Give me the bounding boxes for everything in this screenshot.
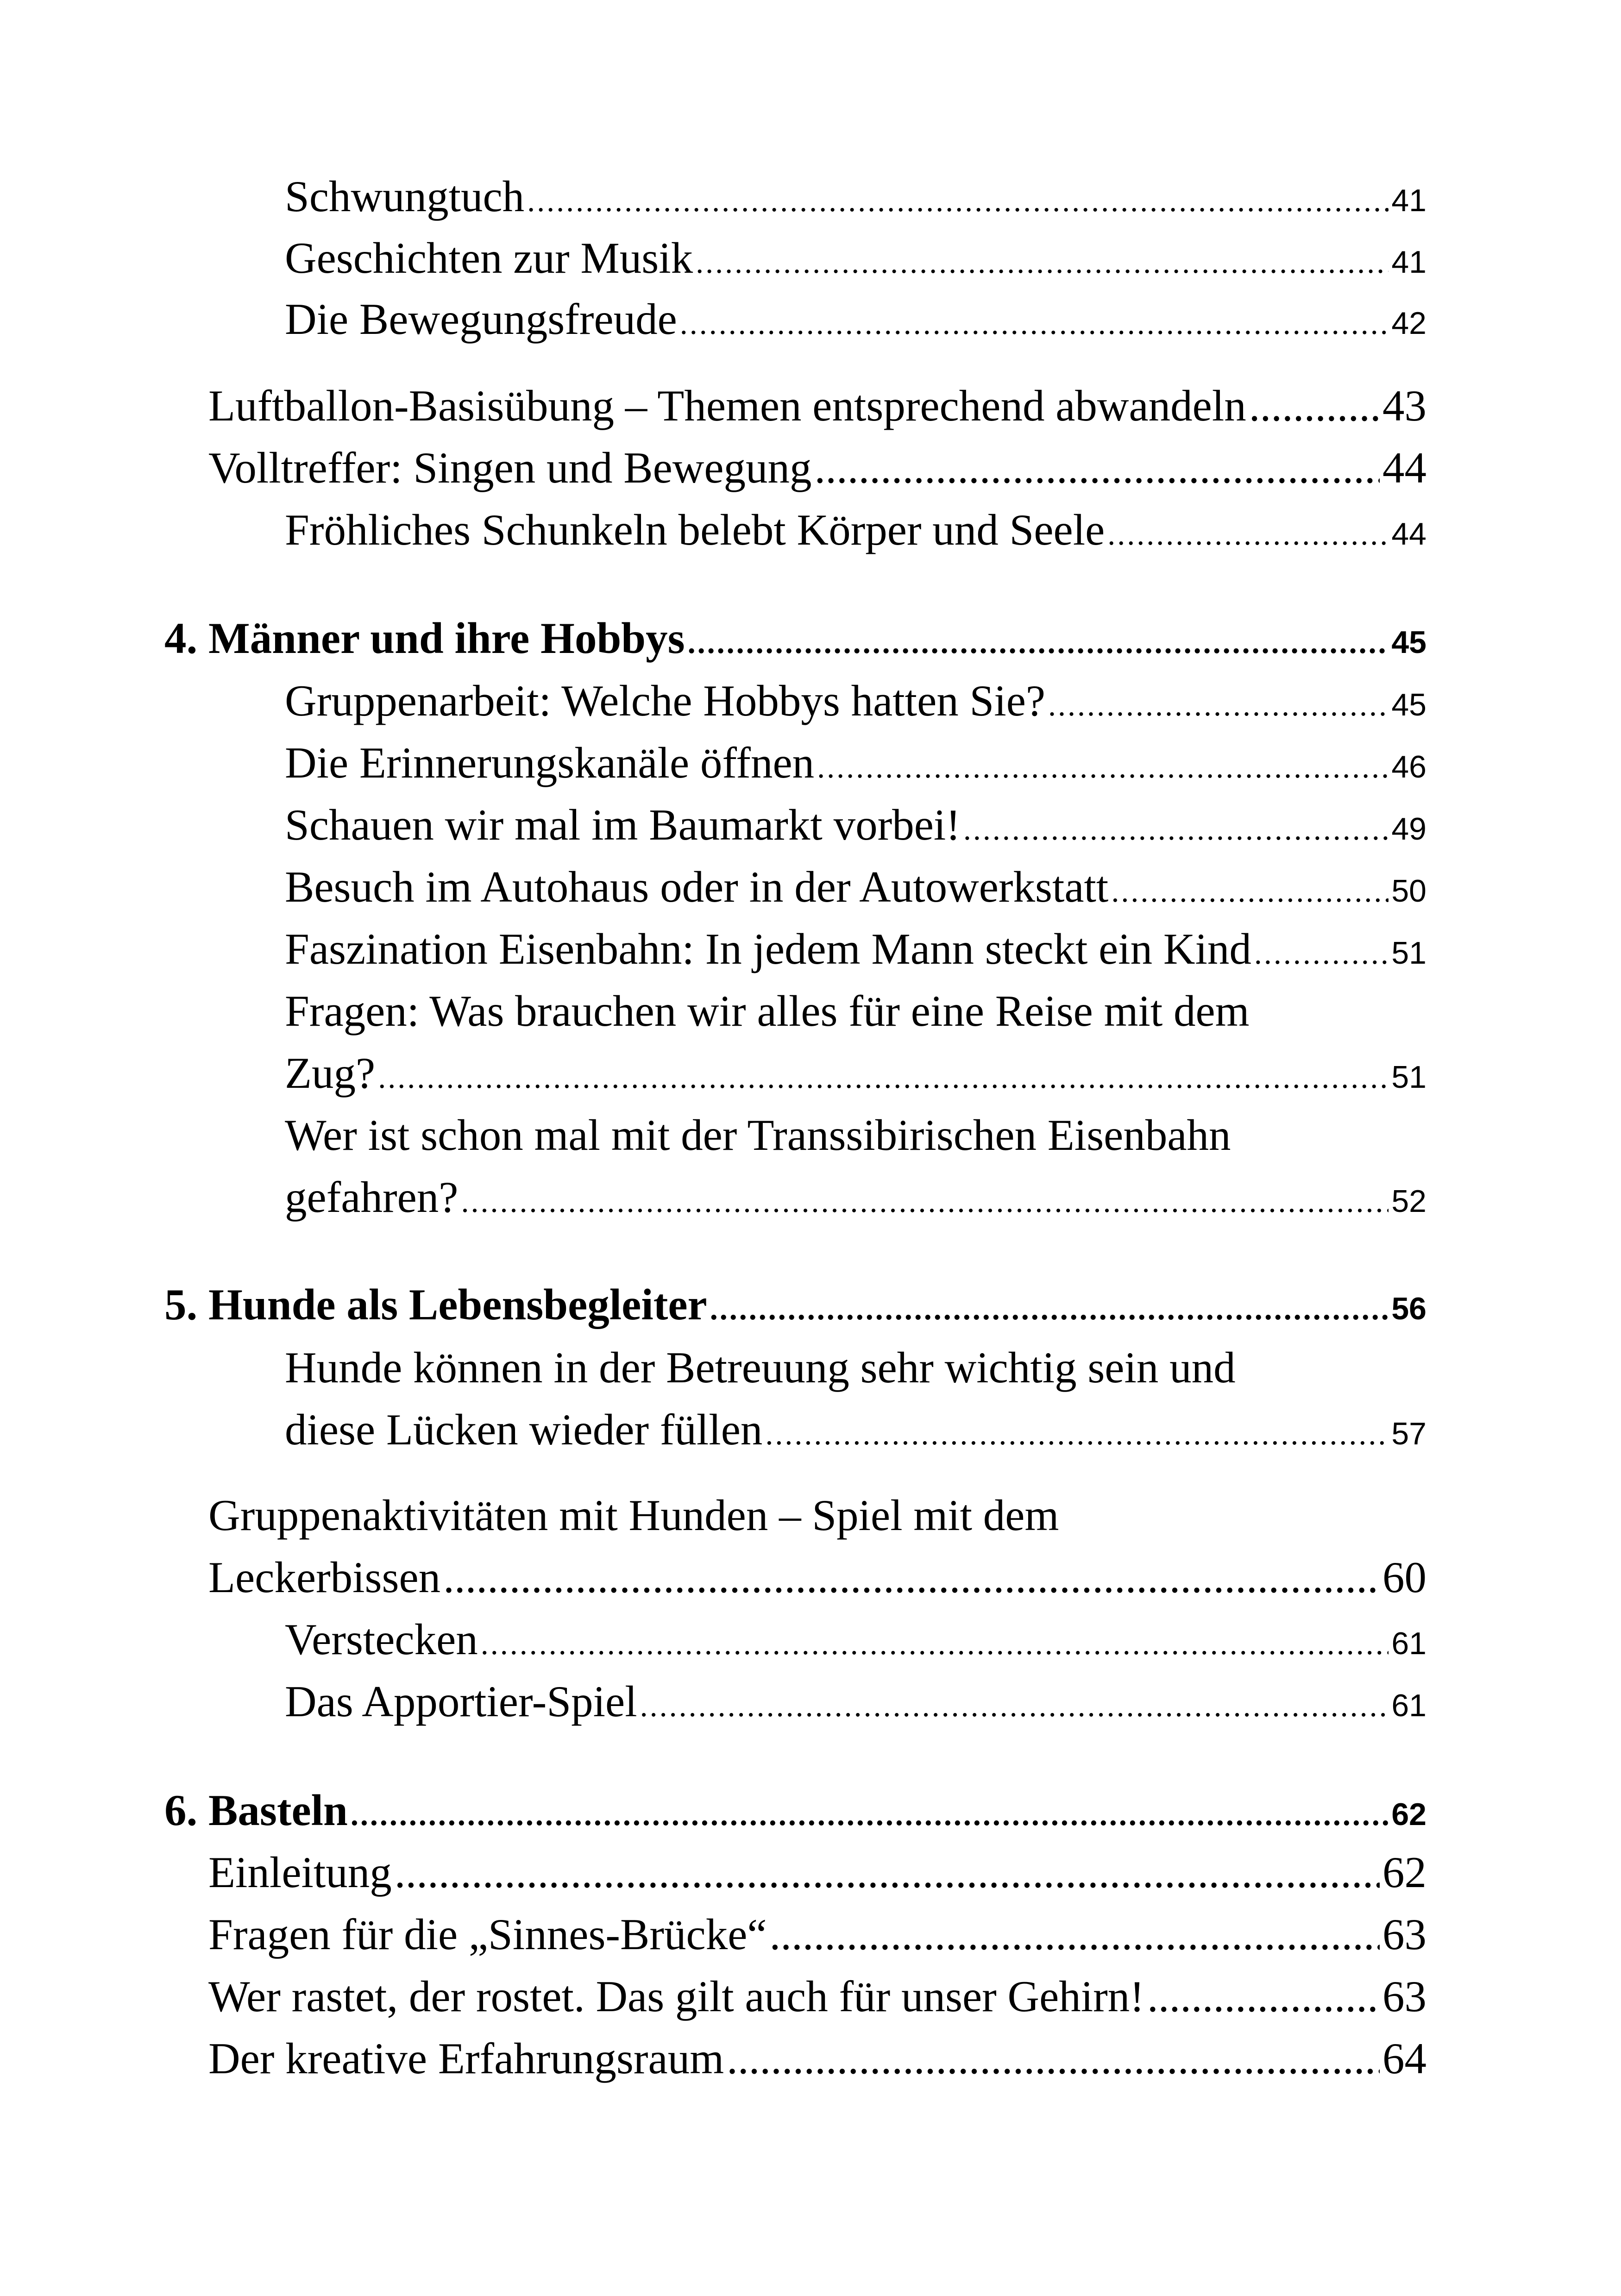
toc-entry-title: Gruppenarbeit: Welche Hobbys hatten Sie? — [285, 676, 1046, 725]
toc-entry-page: 57 — [1391, 1416, 1426, 1451]
toc-entry-title: Fragen für die „Sinnes-Brücke“ — [208, 1910, 767, 1959]
toc-entry-page: 49 — [1391, 811, 1426, 847]
dot-leader — [1249, 375, 1380, 437]
toc-entry-page: 56 — [1391, 1291, 1426, 1326]
toc-chapter-heading — [164, 607, 1426, 673]
dot-leader — [727, 2027, 1380, 2089]
toc-entry-page: 64 — [1382, 2034, 1426, 2083]
dot-leader — [640, 1675, 1389, 1737]
toc-entry-title: 4. Männer und ihre Hobbys — [164, 614, 685, 663]
toc-entry — [285, 1608, 1426, 1675]
toc-entry-title: Einleitung — [208, 1848, 392, 1897]
dot-leader — [688, 611, 1389, 673]
dot-leader — [1048, 674, 1389, 736]
toc-entry-title: Geschichten zur Musik — [285, 233, 693, 282]
toc-entry-title-first-line: Wer ist schon mal mit der Transsibirischen Eisenbahn — [285, 1110, 1231, 1160]
toc-entry — [285, 918, 1426, 984]
toc-entry-page: 51 — [1391, 1060, 1426, 1095]
toc-entry-page: 61 — [1391, 1688, 1426, 1723]
toc-entry — [208, 375, 1426, 437]
toc-entry — [285, 1104, 1426, 1232]
toc-entry-page: 41 — [1391, 183, 1426, 218]
toc-entry-title: Zug? — [285, 1048, 376, 1098]
toc-entry-page: 45 — [1391, 687, 1426, 722]
toc-entry-title: Luftballon-Basisübung – Themen entsprechend abwandeln — [208, 381, 1246, 430]
toc-entry — [285, 980, 1426, 1108]
toc-entry-title: 5. Hunde als Lebensbegleiter — [164, 1280, 707, 1329]
toc-entry — [285, 165, 1426, 232]
toc-entry-title: gefahren? — [285, 1173, 459, 1222]
dot-leader — [696, 231, 1389, 293]
dot-leader — [1107, 503, 1389, 565]
dot-leader — [680, 292, 1389, 354]
toc-entry-title: Schauen wir mal im Baumarkt vorbei! — [285, 800, 961, 849]
toc-entry-page: 45 — [1391, 625, 1426, 660]
toc-entry — [285, 794, 1426, 860]
toc-entry-page: 44 — [1391, 516, 1426, 552]
toc-entry-page: 46 — [1391, 749, 1426, 784]
toc-entry — [285, 227, 1426, 293]
toc-entry-page: 51 — [1391, 935, 1426, 971]
dot-leader — [378, 1046, 1389, 1108]
toc-entry-page: 63 — [1382, 1972, 1426, 2021]
toc-entry — [208, 1484, 1426, 1608]
toc-entry — [208, 1965, 1426, 2027]
toc-entry-page: 52 — [1391, 1184, 1426, 1219]
dot-leader — [1111, 860, 1389, 922]
toc-entry-title: Die Erinnerungskanäle öffnen — [285, 738, 815, 787]
toc-entry — [285, 499, 1426, 565]
toc-entry-page: 63 — [1382, 1910, 1426, 1959]
toc-entry — [285, 732, 1426, 798]
dot-leader — [765, 1403, 1389, 1465]
toc-entry-title-first-line: Fragen: Was brauchen wir alles für eine Reise mit dem — [285, 986, 1250, 1035]
dot-leader — [817, 736, 1389, 798]
dot-leader — [351, 1783, 1389, 1845]
dot-leader — [1254, 922, 1389, 984]
toc-entry-page: 60 — [1382, 1553, 1426, 1602]
toc-entry-title: Leckerbissen — [208, 1553, 441, 1602]
toc-entry — [208, 2027, 1426, 2089]
toc-entry-title: Verstecken — [285, 1615, 478, 1664]
toc-entry-title: Besuch im Autohaus oder in der Autowerkstatt — [285, 862, 1109, 911]
toc-entry-title-first-line: Gruppenaktivitäten mit Hunden – Spiel mit dem — [208, 1491, 1059, 1540]
dot-leader — [710, 1278, 1389, 1340]
toc-entry — [285, 1336, 1426, 1465]
toc-entry-title: diese Lücken wieder füllen — [285, 1405, 763, 1454]
toc-entry-title: Fröhliches Schunkeln belebt Körper und Seele — [285, 505, 1105, 554]
toc-entry-page: 62 — [1382, 1848, 1426, 1897]
dot-leader — [481, 1612, 1389, 1675]
toc-entry-title: Die Bewegungsfreude — [285, 295, 677, 344]
toc-entry-title: 6. Basteln — [164, 1786, 348, 1835]
dot-leader — [963, 798, 1389, 860]
toc-entry-title: Schwungtuch — [285, 172, 525, 221]
dot-leader — [461, 1170, 1389, 1232]
toc-chapter-heading — [164, 1779, 1426, 1845]
toc-entry — [285, 1670, 1426, 1737]
toc-entry-title: Wer rastet, der rostet. Das gilt auch für unser Gehirn! — [208, 1972, 1144, 2021]
dot-leader — [770, 1903, 1380, 1965]
toc-entry — [285, 856, 1426, 922]
toc-entry-page: 61 — [1391, 1626, 1426, 1661]
toc-entry-title: Faszination Eisenbahn: In jedem Mann steckt ein Kind — [285, 924, 1251, 973]
toc-entry-page: 41 — [1391, 245, 1426, 280]
dot-leader — [395, 1841, 1380, 1903]
toc-entry — [208, 1903, 1426, 1965]
toc-entry-page: 44 — [1382, 443, 1426, 492]
toc-entry-page: 42 — [1391, 306, 1426, 341]
toc-entry-title: Volltreffer: Singen und Bewegung — [208, 443, 812, 492]
toc-entry-title: Der kreative Erfahrungsraum — [208, 2034, 724, 2083]
toc-entry — [208, 437, 1426, 499]
dot-leader — [527, 169, 1389, 232]
toc-chapter-heading — [164, 1273, 1426, 1340]
dot-leader — [443, 1546, 1380, 1608]
toc-entry — [208, 1841, 1426, 1903]
toc-entry — [285, 288, 1426, 354]
toc-entry-page: 62 — [1391, 1797, 1426, 1832]
toc-entry — [285, 670, 1426, 736]
toc-entry-title-first-line: Hunde können in der Betreuung sehr wichtig sein und — [285, 1343, 1236, 1392]
toc-entry-title: Das Apportier-Spiel — [285, 1677, 637, 1726]
toc-entry-page: 50 — [1391, 873, 1426, 909]
dot-leader — [1147, 1965, 1380, 2027]
dot-leader — [815, 437, 1380, 499]
toc-entry-page: 43 — [1382, 381, 1426, 430]
